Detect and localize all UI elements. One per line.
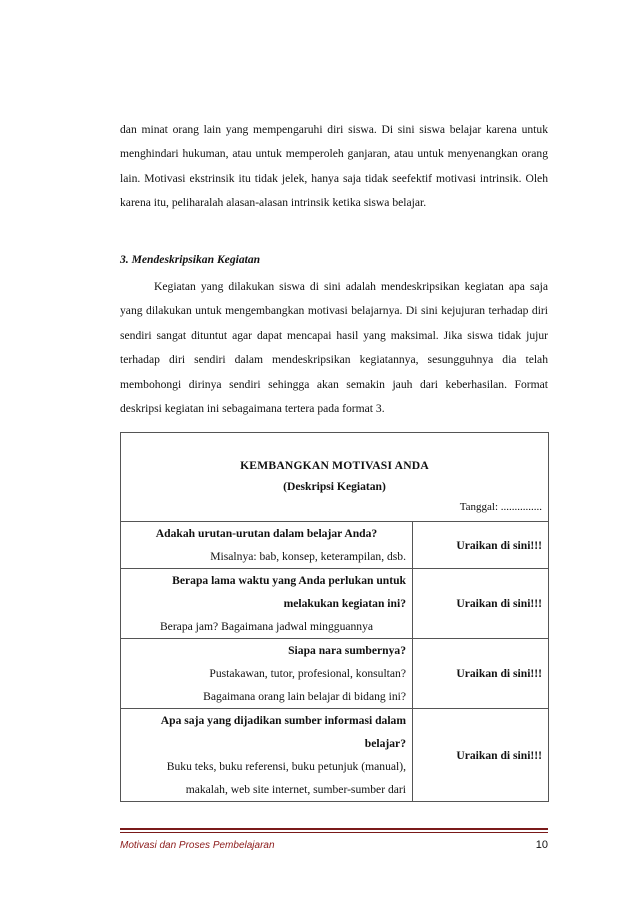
paragraph-2: Kegiatan yang dilakukan siswa di sini adalah mendeskripsikan kegiatan apa saja yang dilakukan untuk mengembangkan motivasi belajarnya. Di sini kejujuran terhadap diri sendiri sangat dituntut agar dapat mencapai hasil yang maksimal. Jika siswa tidak jujur terhadap diri sendiri dalam mendeskripsikan kegiatannya, sesungguhnya dia telah membohongi dirinya sendiri sehingga akan semakin jauh dari keberhasilan. Format deskripsi kegiatan ini sebagaimana tertera pada format 3. [120,280,548,416]
example-text-cont: makalah, web site internet, sumber-sumber dari [185,783,406,796]
section-heading: 3. Mendeskripsikan Kegiatan [120,253,261,266]
question-text: Berapa lama waktu yang Anda perlukan untuk [172,574,406,587]
footer-rule-thick [120,828,548,830]
example-text: Misalnya: bab, konsep, keterampilan, dsb. [210,550,406,563]
example-text: Buku teks, buku referensi, buku petunjuk (manual), [166,760,406,773]
table-subtitle: (Deskripsi Kegiatan) [283,480,386,493]
format-3-table [120,432,549,802]
question-text-cont: melakukan kegiatan ini? [283,597,406,610]
question-cell [121,569,413,639]
question-text: Adakah urutan-urutan dalam belajar Anda? [155,527,378,540]
table-header-cell [121,433,549,522]
table-row [121,639,549,709]
question-text: Apa saja yang dijadikan sumber informasi dalam [160,714,406,727]
answer-cell: Uraikan di sini!!! [413,569,549,639]
question-cell [121,709,413,802]
question-text-cont: belajar? [364,737,406,750]
answer-cell: Uraikan di sini!!! [413,522,549,569]
table-row [121,709,549,802]
answer-cell: Uraikan di sini!!! [413,709,549,802]
answer-cell: Uraikan di sini!!! [413,639,549,709]
footer-title: Motivasi dan Proses Pembelajaran [120,840,275,851]
footer-rule-thin [120,832,548,833]
question-text: Siapa nara sumbernya? [288,644,406,657]
example-text: Pustakawan, tutor, profesional, konsultan? [209,667,406,680]
example-text-cont: Bagaimana orang lain belajar di bidang ini? [203,690,406,703]
table-row [121,569,549,639]
table-title: KEMBANGKAN MOTIVASI ANDA [240,459,429,472]
example-text: Berapa jam? Bagaimana jadwal mingguannya [159,620,374,633]
paragraph-1: dan minat orang lain yang mempengaruhi diri siswa. Di sini siswa belajar karena untuk menghindari hukuman, atau untuk memperoleh ganjaran, atau untuk menyenangkan orang lain. Motivasi ekstrinsik itu tidak jelek, hanya saja tidak seefektif motivasi intrinsik. Oleh karena itu, peliharalah alasan-alasan intrinsik ketika siswa belajar. [120,123,548,210]
table-row [121,522,549,569]
date-field: Tanggal: ............... [459,501,543,513]
question-cell [121,522,413,569]
question-cell [121,639,413,709]
page-number: 10 [535,839,548,851]
